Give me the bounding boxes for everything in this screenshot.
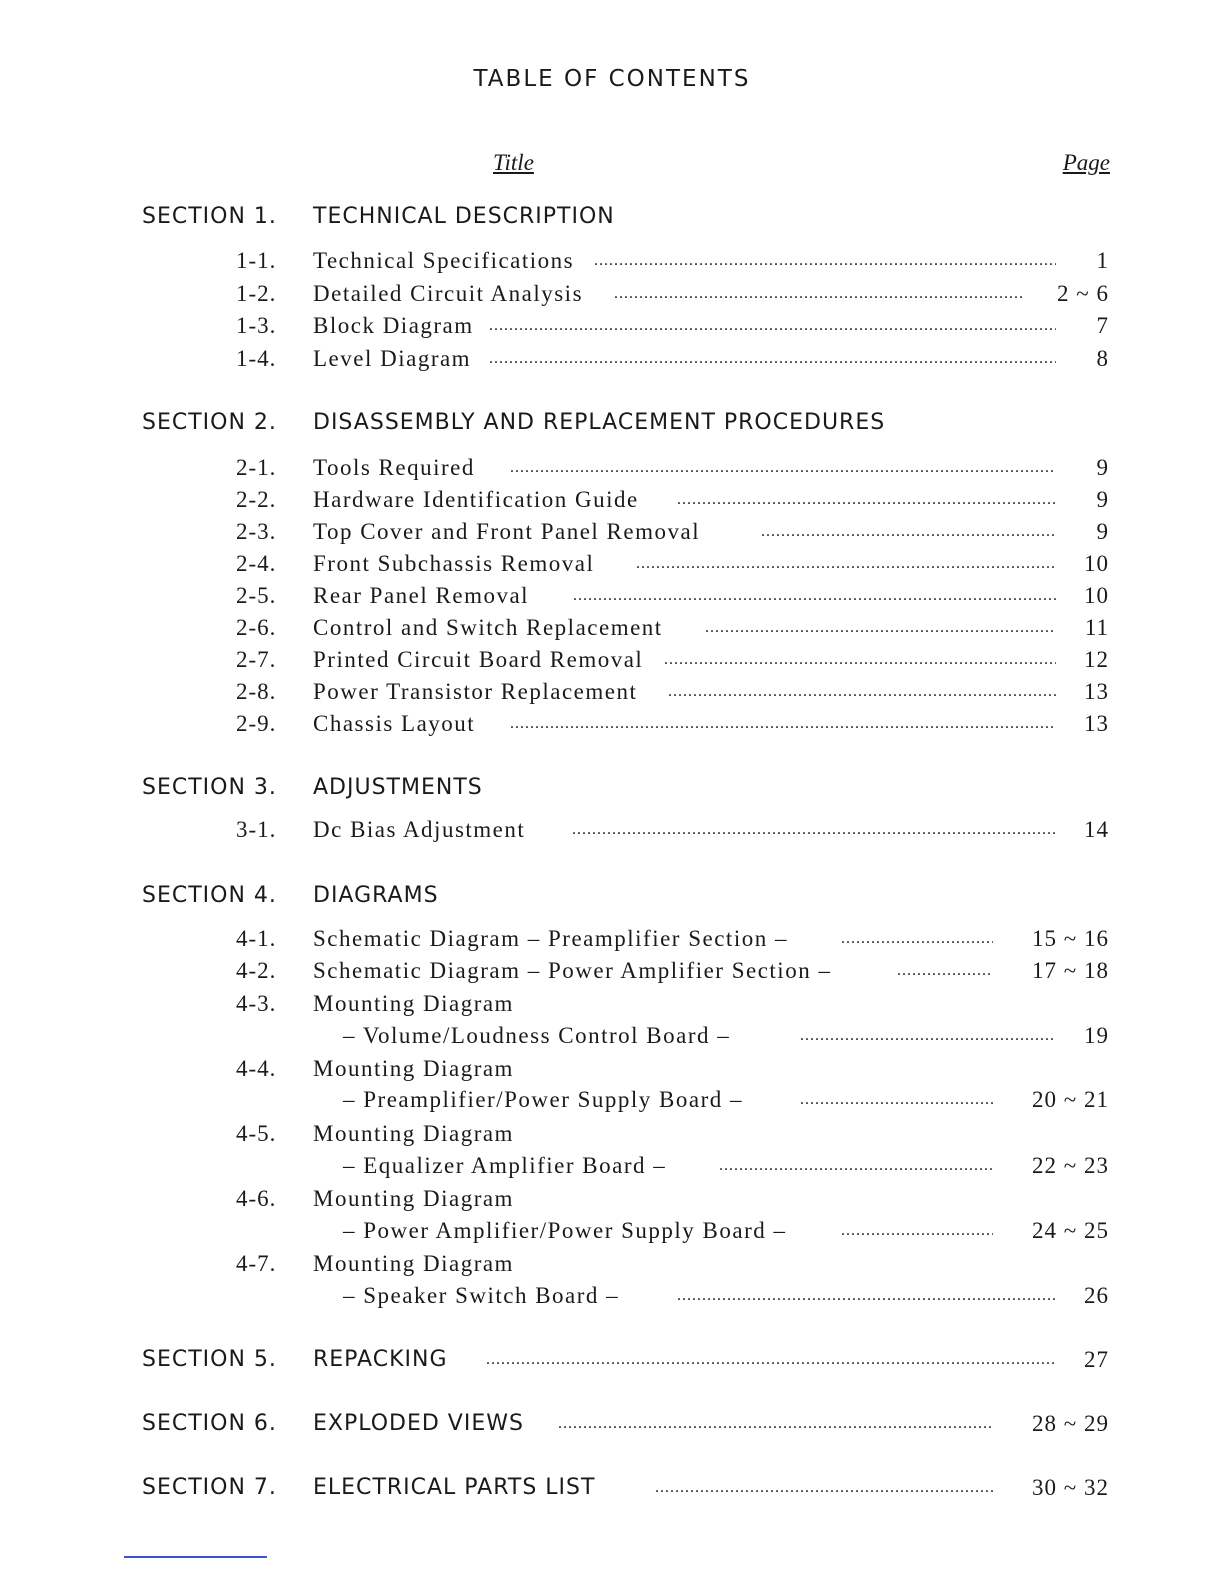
entry-subtitle: – Volume/Loudness Control Board – xyxy=(343,1023,731,1048)
dot-leader xyxy=(677,1283,1056,1309)
toc-entry[interactable] xyxy=(0,487,1224,521)
entry-number: 2-3. xyxy=(236,519,277,544)
entry-title: Power Transistor Replacement xyxy=(313,679,638,704)
dot-leader xyxy=(841,1218,993,1244)
entry-number: 4-5. xyxy=(236,1121,277,1146)
section-label: SECTION 5. xyxy=(142,1347,277,1372)
section-title: REPACKING xyxy=(313,1347,448,1372)
entry-subtitle: – Preamplifier/Power Supply Board – xyxy=(343,1087,744,1112)
entry-number: 2-9. xyxy=(236,711,277,736)
entry-number: 4-4. xyxy=(236,1056,277,1081)
toc-entry-continuation xyxy=(0,1023,1224,1057)
section-label: SECTION 4. xyxy=(142,883,277,908)
entry-title: Block Diagram xyxy=(313,313,474,338)
entry-page: 17 ~ 18 xyxy=(1032,958,1109,983)
entry-title: Top Cover and Front Panel Removal xyxy=(313,519,701,544)
dot-leader xyxy=(510,711,1056,737)
section-heading xyxy=(0,883,1224,917)
toc-entry-continuation xyxy=(0,1218,1224,1252)
dot-leader xyxy=(489,313,1056,339)
entry-number: 2-7. xyxy=(236,647,277,672)
toc-entry[interactable] xyxy=(0,313,1224,347)
entry-number: 1-1. xyxy=(236,248,277,273)
entry-title: Mounting Diagram xyxy=(313,1121,514,1146)
dot-leader xyxy=(897,958,993,984)
entry-page: 19 xyxy=(1084,1023,1109,1048)
entry-title: Mounting Diagram xyxy=(313,1186,514,1211)
entry-title: Printed Circuit Board Removal xyxy=(313,647,644,672)
toc-entry[interactable] xyxy=(0,455,1224,489)
entry-title: Rear Panel Removal xyxy=(313,583,530,608)
dot-leader xyxy=(800,1087,993,1113)
section-page: 30 ~ 32 xyxy=(1032,1475,1109,1500)
entry-page: 15 ~ 16 xyxy=(1032,926,1109,951)
entry-title: Schematic Diagram – Power Amplifier Section – xyxy=(313,958,832,983)
page-title: TABLE OF CONTENTS xyxy=(473,66,751,92)
entry-subtitle: – Power Amplifier/Power Supply Board – xyxy=(343,1218,787,1243)
section-label: SECTION 7. xyxy=(142,1475,277,1500)
toc-entry[interactable] xyxy=(0,281,1224,315)
entry-page: 10 xyxy=(1084,583,1109,608)
entry-page: 9 xyxy=(1096,455,1109,480)
section-title: DIAGRAMS xyxy=(313,883,439,908)
dot-leader xyxy=(668,679,1056,705)
entry-page: 22 ~ 23 xyxy=(1032,1153,1109,1178)
entry-page: 9 xyxy=(1096,519,1109,544)
entry-page: 8 xyxy=(1096,346,1109,371)
entry-number: 4-1. xyxy=(236,926,277,951)
toc-entry[interactable] xyxy=(0,958,1224,992)
entry-page: 13 xyxy=(1084,711,1109,736)
dot-leader xyxy=(655,1475,993,1501)
entry-page: 10 xyxy=(1084,551,1109,576)
column-header-title: Title xyxy=(493,150,534,175)
entry-number: 1-2. xyxy=(236,281,277,306)
section-title: TECHNICAL DESCRIPTION xyxy=(313,204,615,229)
toc-entry[interactable] xyxy=(0,926,1224,960)
entry-subtitle: – Speaker Switch Board – xyxy=(343,1283,620,1308)
entry-number: 1-3. xyxy=(236,313,277,338)
entry-title: Dc Bias Adjustment xyxy=(313,817,526,842)
column-header-page: Page xyxy=(1062,150,1110,175)
toc-entry[interactable] xyxy=(0,1056,1224,1090)
dot-leader xyxy=(558,1411,993,1437)
section-title: DISASSEMBLY AND REPLACEMENT PROCEDURES xyxy=(313,410,886,435)
entry-title: Chassis Layout xyxy=(313,711,476,736)
section-title: EXPLODED VIEWS xyxy=(313,1411,524,1436)
entry-title: Detailed Circuit Analysis xyxy=(313,281,584,306)
dot-leader xyxy=(594,248,1056,274)
entry-page: 12 xyxy=(1084,647,1109,672)
section-page: 28 ~ 29 xyxy=(1032,1411,1109,1436)
entry-number: 2-1. xyxy=(236,455,277,480)
entry-title: Hardware Identification Guide xyxy=(313,487,639,512)
section-page: 27 xyxy=(1084,1347,1109,1372)
toc-entry[interactable] xyxy=(0,248,1224,282)
toc-entry[interactable] xyxy=(0,679,1224,713)
section-heading xyxy=(0,775,1224,809)
entry-title: Tools Required xyxy=(313,455,475,480)
entry-page: 24 ~ 25 xyxy=(1032,1218,1109,1243)
section-label: SECTION 2. xyxy=(142,410,277,435)
entry-page: 14 xyxy=(1084,817,1109,842)
section-entry[interactable] xyxy=(0,1347,1224,1381)
toc-entry[interactable] xyxy=(0,583,1224,617)
entry-number: 4-7. xyxy=(236,1251,277,1276)
entry-title: Schematic Diagram – Preamplifier Section – xyxy=(313,926,788,951)
entry-number: 2-4. xyxy=(236,551,277,576)
toc-entry[interactable] xyxy=(0,346,1224,380)
section-entry[interactable] xyxy=(0,1475,1224,1509)
section-heading xyxy=(0,410,1224,444)
section-label: SECTION 3. xyxy=(142,775,277,800)
dot-leader xyxy=(636,551,1056,577)
toc-entry[interactable] xyxy=(0,1251,1224,1285)
toc-entry[interactable] xyxy=(0,615,1224,649)
entry-page: 20 ~ 21 xyxy=(1032,1087,1109,1112)
dot-leader xyxy=(677,487,1056,513)
entry-page: 26 xyxy=(1084,1283,1109,1308)
dot-leader xyxy=(614,281,1022,307)
entry-number: 4-3. xyxy=(236,991,277,1016)
entry-title: Control and Switch Replacement xyxy=(313,615,663,640)
dot-leader xyxy=(489,346,1056,372)
entry-number: 3-1. xyxy=(236,817,277,842)
toc-entry[interactable] xyxy=(0,1186,1224,1220)
entry-subtitle: – Equalizer Amplifier Board – xyxy=(343,1153,667,1178)
toc-entry[interactable] xyxy=(0,1121,1224,1155)
entry-number: 2-5. xyxy=(236,583,277,608)
dot-leader xyxy=(761,519,1056,545)
toc-entry-continuation xyxy=(0,1283,1224,1317)
toc-entry-continuation xyxy=(0,1153,1224,1187)
entry-title: Front Subchassis Removal xyxy=(313,551,595,576)
toc-entry[interactable] xyxy=(0,519,1224,553)
entry-page: 7 xyxy=(1096,313,1109,338)
dot-leader xyxy=(841,926,993,952)
dot-leader xyxy=(510,455,1056,481)
entry-number: 2-8. xyxy=(236,679,277,704)
entry-number: 4-6. xyxy=(236,1186,277,1211)
entry-page: 1 xyxy=(1096,248,1109,273)
section-heading xyxy=(0,204,1224,238)
dot-leader xyxy=(705,615,1056,641)
entry-page: 9 xyxy=(1096,487,1109,512)
entry-title: Mounting Diagram xyxy=(313,1056,514,1081)
entry-number: 1-4. xyxy=(236,346,277,371)
section-entry[interactable] xyxy=(0,1411,1224,1445)
section-title: ADJUSTMENTS xyxy=(313,775,483,800)
entry-page: 2 ~ 6 xyxy=(1057,281,1109,306)
toc-entry[interactable] xyxy=(0,817,1224,851)
dot-leader xyxy=(719,1153,993,1179)
dot-leader xyxy=(800,1023,1056,1049)
entry-title: Technical Specifications xyxy=(313,248,575,273)
section-title: ELECTRICAL PARTS LIST xyxy=(313,1475,596,1500)
entry-page: 11 xyxy=(1084,615,1109,640)
toc-entry[interactable] xyxy=(0,551,1224,585)
entry-number: 2-6. xyxy=(236,615,277,640)
entry-number: 4-2. xyxy=(236,958,277,983)
entry-title: Level Diagram xyxy=(313,346,472,371)
section-label: SECTION 1. xyxy=(142,204,277,229)
dot-leader xyxy=(573,583,1056,609)
dot-leader xyxy=(572,817,1056,843)
entry-number: 2-2. xyxy=(236,487,277,512)
toc-entry[interactable] xyxy=(0,991,1224,1025)
dot-leader xyxy=(486,1347,1056,1373)
dot-leader xyxy=(664,647,1056,673)
entry-title: Mounting Diagram xyxy=(313,1251,514,1276)
entry-page: 13 xyxy=(1084,679,1109,704)
toc-entry-continuation xyxy=(0,1087,1224,1121)
entry-title: Mounting Diagram xyxy=(313,991,514,1016)
toc-entry[interactable] xyxy=(0,647,1224,681)
section-label: SECTION 6. xyxy=(142,1411,277,1436)
toc-entry[interactable] xyxy=(0,711,1224,745)
page-edge-mark xyxy=(124,1556,267,1558)
